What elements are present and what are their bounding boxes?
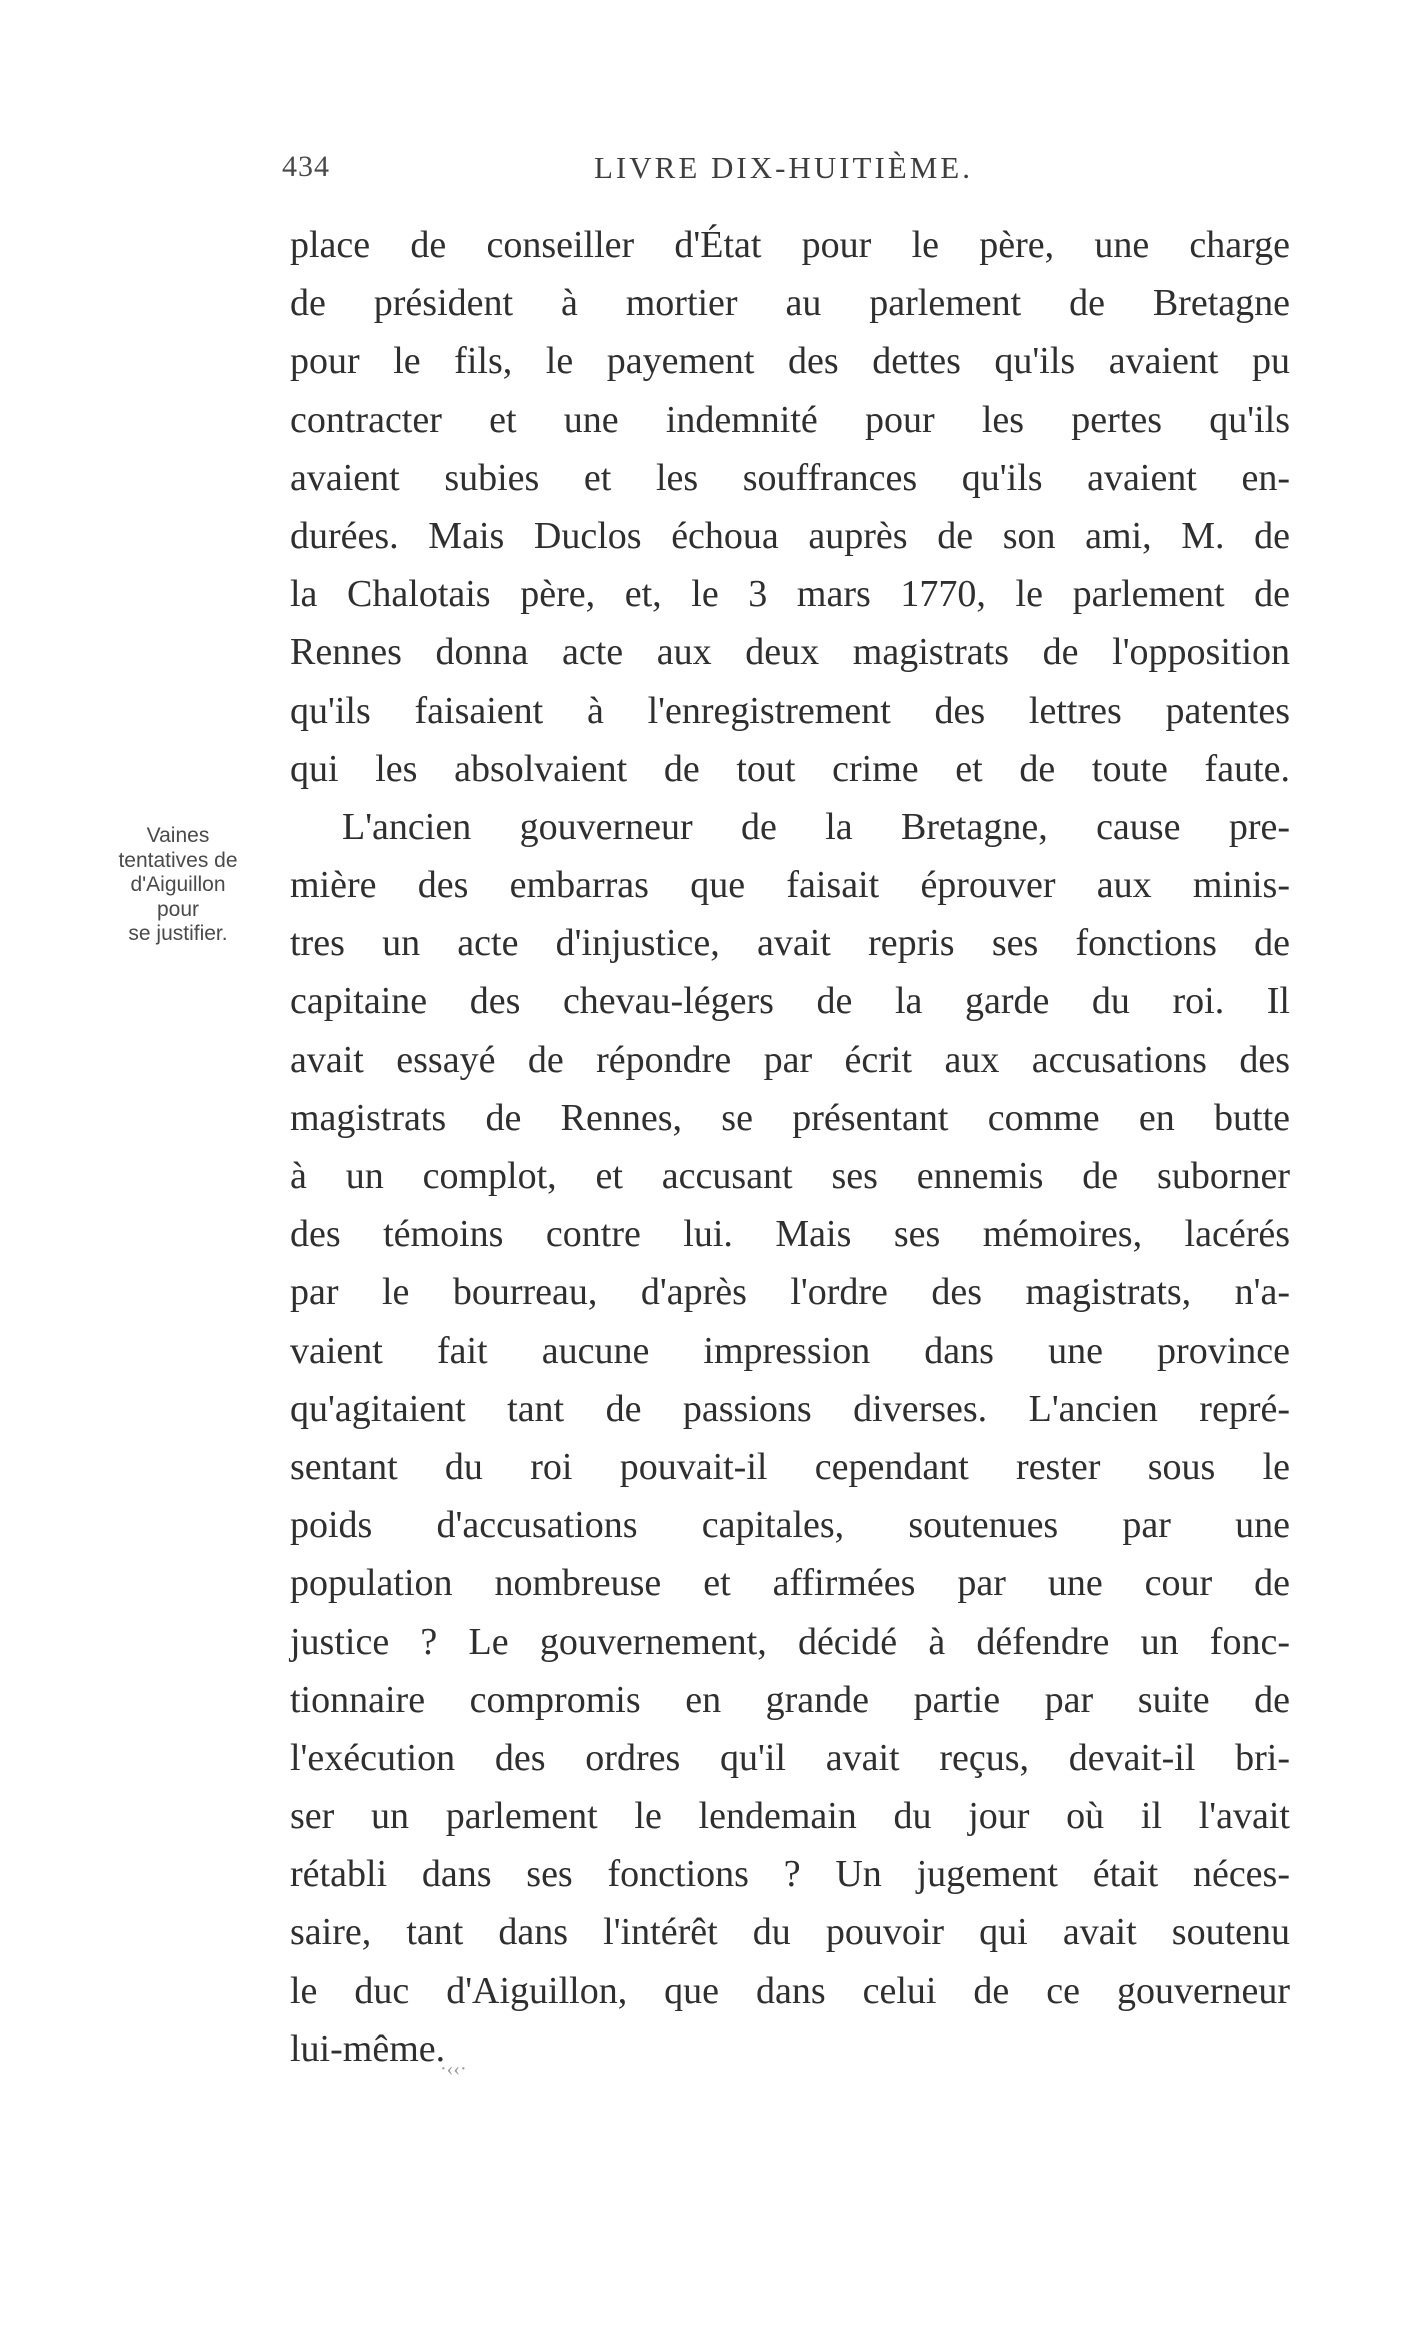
marginal-note-line: tentatives de	[118, 848, 238, 872]
text-line: tionnaire compromis en grande partie par suite de	[290, 1678, 1290, 1721]
marginal-note	[78, 824, 278, 947]
text-line: de président à mortier au parlement de Bretagne	[290, 282, 1290, 325]
marginal-note-line: pour	[156, 897, 200, 921]
page-number: 434	[282, 150, 330, 183]
stray-ink-mark: ·‹‹·	[440, 2058, 467, 2080]
text-line: place de conseiller d'État pour le père, une charge	[290, 224, 1290, 266]
text-line: pour le fils, le payement des dettes qu'ils avaient pu	[290, 340, 1290, 383]
text-line: sentant du roi pouvait-il cependant rester sous le	[290, 1445, 1290, 1488]
text-line: contracter et une indemnité pour les pertes qu'ils	[290, 398, 1290, 441]
text-line: avaient subies et les souffrances qu'ils avaient en-	[290, 456, 1290, 499]
text-line: rétabli dans ses fonctions ? Un jugement était néces-	[290, 1853, 1290, 1896]
text-line: le duc d'Aiguillon, que dans celui de ce gouverneur	[290, 1969, 1290, 2012]
text-line: L'ancien gouverneur de la Bretagne, cause pre-	[342, 805, 1290, 848]
text-line: justice ? Le gouvernement, décidé à défendre un fonc-	[290, 1620, 1290, 1663]
text-line: tres un acte d'injustice, avait repris ses fonctions de	[290, 922, 1290, 965]
text-line: avait essayé de répondre par écrit aux accusations des	[290, 1038, 1290, 1081]
text-line: ser un parlement le lendemain du jour où il l'avait	[290, 1795, 1290, 1838]
text-line: qu'ils faisaient à l'enregistrement des lettres patentes	[290, 689, 1290, 732]
text-line: la Chalotais père, et, le 3 mars 1770, le parlement de	[290, 573, 1290, 616]
text-line: poids d'accusations capitales, soutenues par une	[290, 1504, 1290, 1547]
text-line: à un complot, et accusant ses ennemis de suborner	[290, 1155, 1290, 1197]
text-line: durées. Mais Duclos échoua auprès de son ami, M. de	[290, 514, 1290, 557]
marginal-note-line: d'Aiguillon	[130, 873, 226, 896]
marginal-note-line: Vaines	[146, 824, 210, 847]
running-head	[282, 150, 1282, 190]
text-line: saire, tant dans l'intérêt du pouvoir qui avait soutenu	[290, 1911, 1290, 1954]
text-line: mière des embarras que faisait éprouver aux minis-	[290, 864, 1290, 907]
text-line: Rennes donna acte aux deux magistrats de l'opposition	[290, 631, 1290, 674]
text-line: magistrats de Rennes, se présentant comme en butte	[290, 1096, 1290, 1139]
text-line: par le bourreau, d'après l'ordre des magistrats, n'a-	[290, 1271, 1290, 1314]
running-title: LIVRE DIX-HUITIÈME.	[594, 150, 973, 185]
text-line: l'exécution des ordres qu'il avait reçus, devait-il bri-	[290, 1736, 1290, 1779]
text-line: lui-même.	[290, 2027, 446, 2070]
body-text	[290, 216, 1290, 2078]
text-line: des témoins contre lui. Mais ses mémoires, lacérés	[290, 1213, 1290, 1256]
text-line: qu'agitaient tant de passions diverses. L'ancien repré-	[290, 1387, 1290, 1430]
text-line: qui les absolvaient de tout crime et de toute faute.	[290, 747, 1290, 790]
text-line: capitaine des chevau-légers de la garde du roi. Il	[290, 980, 1290, 1023]
text-line: population nombreuse et affirmées par une cour de	[290, 1562, 1290, 1605]
marginal-note-line: se justifier.	[128, 922, 228, 945]
text-line: vaient fait aucune impression dans une province	[290, 1329, 1290, 1372]
